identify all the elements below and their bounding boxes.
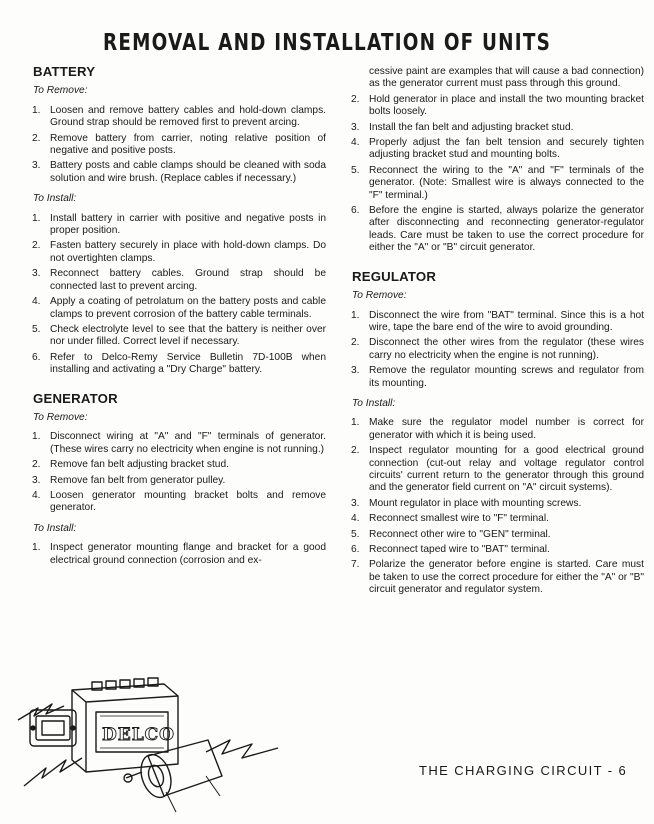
step-text: Remove the regulator mounting screws and regulator from its mounting. [369, 365, 644, 389]
step-number: 2. [351, 445, 360, 457]
list-item [349, 122, 644, 134]
step-number: 7. [351, 559, 360, 571]
step-text: Loosen generator mounting bracket bolts and remove generator. [50, 489, 326, 514]
page-footer: THE CHARGING CIRCUIT - 6 [419, 763, 628, 778]
list-item [349, 365, 644, 390]
list-item [30, 459, 326, 471]
list-item [349, 137, 644, 162]
list-item [30, 268, 326, 293]
step-text: Mount regulator in place with mounting screws. [369, 497, 582, 509]
list-item [30, 490, 326, 515]
step-number: 3. [32, 160, 41, 172]
list-item [30, 352, 326, 377]
step-text: Check electrolyte level to see that the battery is neither over nor under filled. Correct level if necessary. [50, 323, 326, 348]
list-item [30, 296, 326, 321]
step-number: 4. [32, 489, 41, 501]
list-item [349, 337, 644, 362]
generator-install-label: To Install: [33, 522, 77, 534]
regulator-install-list [349, 417, 644, 596]
step-text: Loosen and remove battery cables and hold-down clamps. Ground strap should be removed first to prevent arcing. [50, 104, 326, 129]
step-text: Reconnect battery cables. Ground strap should be connected last to prevent arcing. [50, 268, 326, 292]
right-column [349, 66, 644, 605]
list-item [349, 544, 644, 556]
step-number: 2. [351, 337, 360, 349]
charging-circuit-illustration [16, 668, 306, 818]
generator-install-list [30, 542, 326, 567]
step-number: 1. [32, 104, 41, 116]
step-number: 1. [32, 542, 41, 554]
step-text: Fasten battery securely in place with hold-down clamps. Do not overtighten clamps. [50, 240, 326, 264]
list-item [30, 240, 326, 265]
battery-brand-label: DELCO [102, 725, 175, 745]
generator-heading: GENERATOR [33, 390, 118, 406]
continued-text: cessive paint are examples that will cause a bad connection) as the generator current must pass through this ground. [369, 66, 644, 90]
step-number: 5. [32, 323, 41, 335]
list-item [30, 324, 326, 349]
regulator-install-label: To Install: [352, 397, 396, 409]
step-number: 4. [351, 137, 360, 149]
step-text: Before the engine is started, always polarize the generator after disconnecting and reconnecting generator-regulator leads. Care must be taken to use the correct procedure for either the "A" or "B" circuit generator. [369, 205, 644, 254]
regulator-remove-list [349, 310, 644, 390]
list-item [30, 542, 326, 567]
step-number: 6. [351, 205, 360, 217]
list-item [30, 160, 326, 185]
battery-remove-label: To Remove: [33, 85, 88, 97]
step-number: 5. [351, 528, 360, 540]
step-text: Properly adjust the fan belt tension and securely tighten adjusting bracket stud and mounting bolts. [369, 137, 644, 161]
step-number: 2. [351, 93, 360, 105]
step-number: 1. [351, 417, 360, 429]
lightning-bolt-icon [18, 704, 64, 720]
regulator-heading: REGULATOR [352, 268, 437, 284]
step-text: Install the fan belt and adjusting bracket stud. [369, 121, 574, 133]
battery-heading: BATTERY [33, 64, 96, 79]
step-text: Remove fan belt adjusting bracket stud. [50, 459, 229, 471]
step-text: Remove fan belt from generator pulley. [50, 474, 226, 486]
step-text: Reconnect other wire to "GEN" terminal. [369, 528, 551, 540]
generator-remove-label: To Remove: [33, 411, 88, 423]
step-text: Hold generator in place and install the two mounting bracket bolts loosely. [369, 93, 644, 118]
step-number: 2. [32, 240, 41, 252]
step-number: 1. [351, 309, 360, 321]
list-item [349, 417, 644, 442]
list-item [30, 475, 326, 487]
list-item [30, 431, 326, 456]
step-number: 5. [351, 164, 360, 176]
step-text: Refer to Delco-Remy Service Bulletin 7D-100B when installing and activating a "Dry Charge" battery. [50, 351, 326, 376]
step-number: 2. [32, 459, 41, 471]
step-text: Install battery in carrier with positive and negative posts in proper position. [50, 212, 326, 237]
list-item [349, 310, 644, 335]
battery-install-list [30, 213, 326, 377]
step-number: 1. [32, 212, 41, 224]
step-number: 1. [32, 431, 41, 443]
regulator-remove-label: To Remove: [352, 290, 407, 302]
step-number: 6. [351, 544, 360, 555]
list-item [349, 94, 644, 119]
step-text: Polarize the generator before engine is started. Care must be taken to use the correct procedure for either the "A" or "B" circuit generator and regulator system. [369, 559, 644, 596]
step-text: Remove battery from carrier, noting relative position of negative and positive posts. [50, 132, 326, 157]
lightning-bolt-icon [206, 740, 278, 758]
step-text: Reconnect the wiring to the "A" and "F" terminals of the generator. (Note: Smallest wire is always connected to the "F" terminal.) [369, 164, 644, 201]
step-number: 4. [32, 296, 41, 308]
list-item [349, 498, 644, 510]
page-title: REMOVAL AND INSTALLATION OF UNITS [102, 30, 552, 56]
left-column [30, 66, 326, 575]
step-number: 3. [351, 121, 360, 133]
step-text: Reconnect smallest wire to "F" terminal. [369, 513, 549, 525]
step-text: Disconnect the wire from "BAT" terminal. Since this is a hot wire, tape the bare end of the wire to avoid grounding. [369, 309, 644, 333]
list-item [349, 165, 644, 202]
step-text: Make sure the regulator model number is correct for generator with which it is being used. [369, 417, 644, 441]
battery-install-label: To Install: [33, 193, 77, 205]
step-number: 3. [351, 497, 360, 509]
lightning-bolt-icon [24, 758, 82, 786]
step-text: Inspect regulator mounting for a good electrical ground connection (cut-out relay and voltage regulator control circuits' current return to the generator through this ground and the generator field current on "A" circuit systems). [369, 445, 644, 494]
step-number: 3. [32, 268, 41, 280]
step-text: Reconnect taped wire to "BAT" terminal. [369, 544, 550, 555]
regulator-unit-icon [30, 710, 76, 746]
list-item [349, 445, 644, 495]
step-text: Disconnect the other wires from the regulator (these wires carry no electricity when the engine is not running). [369, 337, 644, 361]
step-text: Inspect generator mounting flange and bracket for a good electrical ground connection (corrosion and ex- [50, 542, 326, 566]
list-item [30, 105, 326, 130]
step-text: Battery posts and cable clamps should be cleaned with soda solution and wire brush. (Replace cables if necessary.) [50, 160, 326, 184]
list-item [349, 559, 644, 596]
list-item [30, 133, 326, 158]
step-number: 4. [351, 513, 360, 525]
step-number: 3. [32, 474, 41, 486]
list-item [349, 529, 644, 541]
battery-remove-list [30, 105, 326, 185]
step-text: Apply a coating of petrolatum on the battery posts and cable clamps to prevent corrosion of the battery cable terminals. [50, 296, 326, 320]
list-item [30, 213, 326, 238]
list-item [349, 513, 644, 525]
step-number: 6. [32, 351, 41, 363]
list-item [349, 205, 644, 255]
generator-install-list-continued [349, 94, 644, 255]
step-number: 2. [32, 132, 41, 144]
step-text: Disconnect wiring at "A" and "F" terminals of generator. (These wires carry no electricity when engine is not running.) [50, 431, 326, 455]
step-number: 3. [351, 365, 360, 377]
generator-remove-list [30, 431, 326, 514]
